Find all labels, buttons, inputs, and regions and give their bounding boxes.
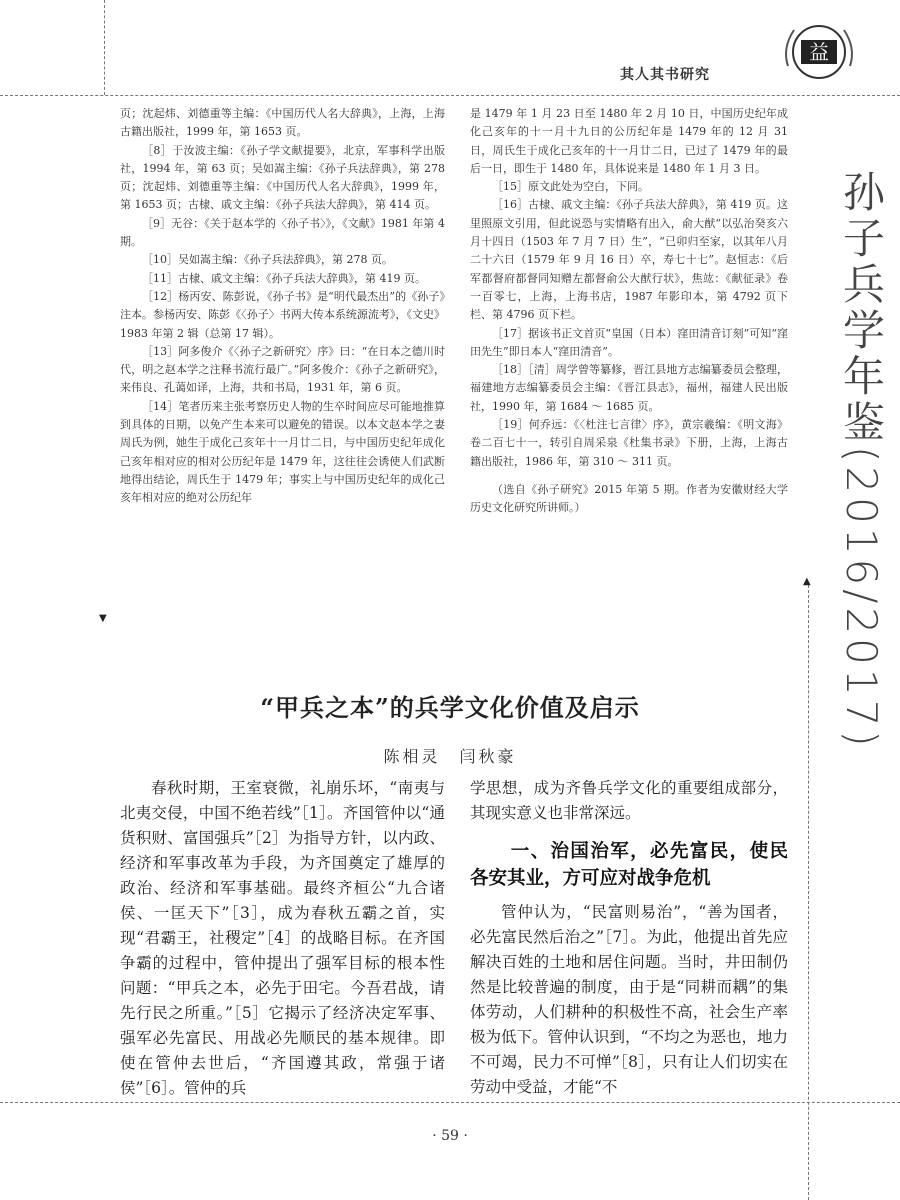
- note-item: 是 1479 年 1 月 23 日至 1480 年 2 月 10 日，中国历史纪年成化己亥年的十一月十九日的公历纪年是 1479 年的 12 月 31 日，周氏生于成化己亥年的十一月廿二日，已过了 1479 年的最后一日，即生于 1480 年，具体说来是 1480 年 1 月 3 日。: [470, 107, 788, 175]
- note-item: ［11］古棣、戚文主编：《孙子兵法大辞典》，第 419 页。: [142, 271, 426, 285]
- notes-left-column: [120, 105, 445, 508]
- article-title: “甲兵之本”的兵学文化价值及启示: [260, 693, 640, 722]
- section-heading: 一、治国治军，必先富民，使民各安其业，方可应对战争危机: [470, 841, 788, 889]
- note-item: ［9］无谷：《关于赵本学的〈孙子书〉》，《文献》1981 年第 4 期。: [120, 216, 445, 249]
- note-item: ［13］阿多俊介《〈孙子之新研究〉序》曰：“在日本之德川时代，明之赵本学之注释书流行最广。”阿多俊介：《孙子之新研究》，来伟良、孔蔼如译，上海，共和书局，1931 年，第 6 页。: [120, 344, 445, 395]
- article-right-column: [470, 776, 788, 1100]
- top-dashed-rule: [0, 95, 900, 96]
- body-paragraph: 学思想，成为齐鲁兵学文化的重要组成部分，其现实意义也非常深远。: [470, 779, 788, 822]
- note-item: ［12］杨丙安、陈彭说，《孙子书》是“明代最杰出”的《孙子》注本。参杨丙安、陈彭《〈孙子〉书两大传本系统源流考》，《文史》1983 年第 2 辑（总第 17 辑）。: [120, 289, 445, 340]
- article-authors: 陈相灵 闫秋豪: [383, 747, 517, 766]
- logo-glyph: 益: [809, 40, 829, 64]
- left-dashed-guide: [104, 0, 105, 95]
- sidebar-book-title: [812, 170, 886, 751]
- note-item: ［19］何乔远：《〈杜注七言律〉序》，黄宗羲编：《明文海》卷二百七十一，转引自周采泉《杜集书录》下册，上海，上海古籍出版社，1986 年，第 310 ～ 311 页。: [470, 418, 788, 468]
- yearbook-logo-icon: [780, 18, 858, 86]
- continue-down-arrow-icon: ▼: [99, 613, 107, 624]
- page-number: · 59 ·: [432, 1128, 468, 1144]
- note-item: ［15］原文此处为空白，下同。: [492, 180, 649, 194]
- notes-right-column: [470, 105, 788, 518]
- article-left-column: [120, 776, 445, 1101]
- right-dashed-guide: [808, 585, 809, 1200]
- source-note: （选自《孙子研究》2015 年第 5 期。作者为安徽财经大学历史文化研究所讲师。）: [470, 482, 788, 515]
- body-paragraph: 春秋时期，王室衰微，礼崩乐坏，“南夷与北夷交侵，中国不绝若线”［1］。齐国管仲以“通货积财、富国强兵”［2］为指导方针，以内政、经济和军事改革为手段，为齐国奠定了雄厚的政治、经济和军事基础。最终齐桓公“九合诸侯、一匡天下”［3］，成为春秋五霸之首，实现“君霸王，社稷定”［4］的战略目标。在齐国争霸的过程中，管仲提出了强军目标的根本性问题：“甲兵之本，必先于田宅。今吾君战，请先行民之所重。”［5］它揭示了经济决定军事、强军必先富民、用战必先顺民的基本规律。即使在管仲去世后，“齐国遵其政，常强于诸侯”［6］。管仲的兵: [120, 779, 445, 1097]
- sidebar-title-text: 孙子兵学年鉴: [837, 170, 886, 446]
- sidebar-year: (2016/2017): [837, 446, 886, 751]
- note-item: ［16］古棣、戚文主编：《孙子兵法大辞典》，第 419 页。这里照原文引用，但此说恐与实情略有出入，俞大猷“以弘治癸亥六月十四日（1503 年 7 月 7 日）生”，“已卯归至家，以其年八月二十六日（1579 年 9 月 16 日）卒，寿七十七”。赵恒志：《后军都督府都督同知赠左都督俞公大猷行状》，焦竑：《献征录》卷一百零七，上海，上海书店，1987 年影印本，第 4792 页下栏、第 4796 页下栏。: [470, 198, 788, 322]
- body-paragraph: 管仲认为，“民富则易治”，“善为国者，必先富民然后治之”［7］。为此，他提出首先应解决百姓的土地和居住问题。当时，井田制仍然是比较普遍的制度，由于是“同耕而耦”的集体劳动，人们耕种的积极性不高，社会生产率极为低下。管仲认识到，“不均之为恶也，地力不可竭，民力不可惮”［8］，只有让人们切实在劳动中受益，才能“不: [470, 903, 788, 1096]
- note-item: ［17］据该书正文首页“皇国（日本）窪田清音订刻”可知“窪田先生”即日本人“窪田清音”。: [470, 326, 788, 358]
- note-item: ［8］于汝波主编：《孙子学文献提要》，北京，军事科学出版社，1994 年，第 63 页；吴如嵩主编：《孙子兵法辞典》，第 278 页；沈起炜、刘德重等主编：《中国历代人名大辞典》，1999 年，第 1653 页；古棣、戚文主编：《孙子兵法大辞典》，第 414 页。: [120, 143, 445, 212]
- running-header: 其人其书研究: [620, 67, 710, 83]
- note-item: ［14］笔者历来主张考察历史人物的生卒时间应尽可能地推算到具体的日期，以免产生本来可以避免的错误。以本文赵本学之妻周氏为例，她生于成化己亥年十一月廿二日，与中国历史纪年成化己亥年相对应的相对公历纪年是 1479 年，这往往会诱使人们武断地得出结论，周氏生于 1479 年；事实上与中国历史纪年的成化己亥年相对应的绝对公历纪年: [120, 399, 445, 505]
- bottom-dashed-rule: [0, 1102, 900, 1103]
- note-item: 页；沈起炜、刘德重等主编：《中国历代人名大辞典》，上海，上海古籍出版社，1999 年，第 1653 页。: [120, 107, 445, 139]
- note-item: ［18］［清］周学曾等纂修，晋江县地方志编纂委员会整理，福建地方志编纂委员会主编：《晋江县志》，福州，福建人民出版社，1990 年，第 1684 ～ 1685 页。: [470, 363, 788, 413]
- note-item: ［10］吴如嵩主编：《孙子兵法辞典》，第 278 页。: [142, 253, 393, 267]
- continue-up-arrow-icon: ▲: [803, 576, 811, 587]
